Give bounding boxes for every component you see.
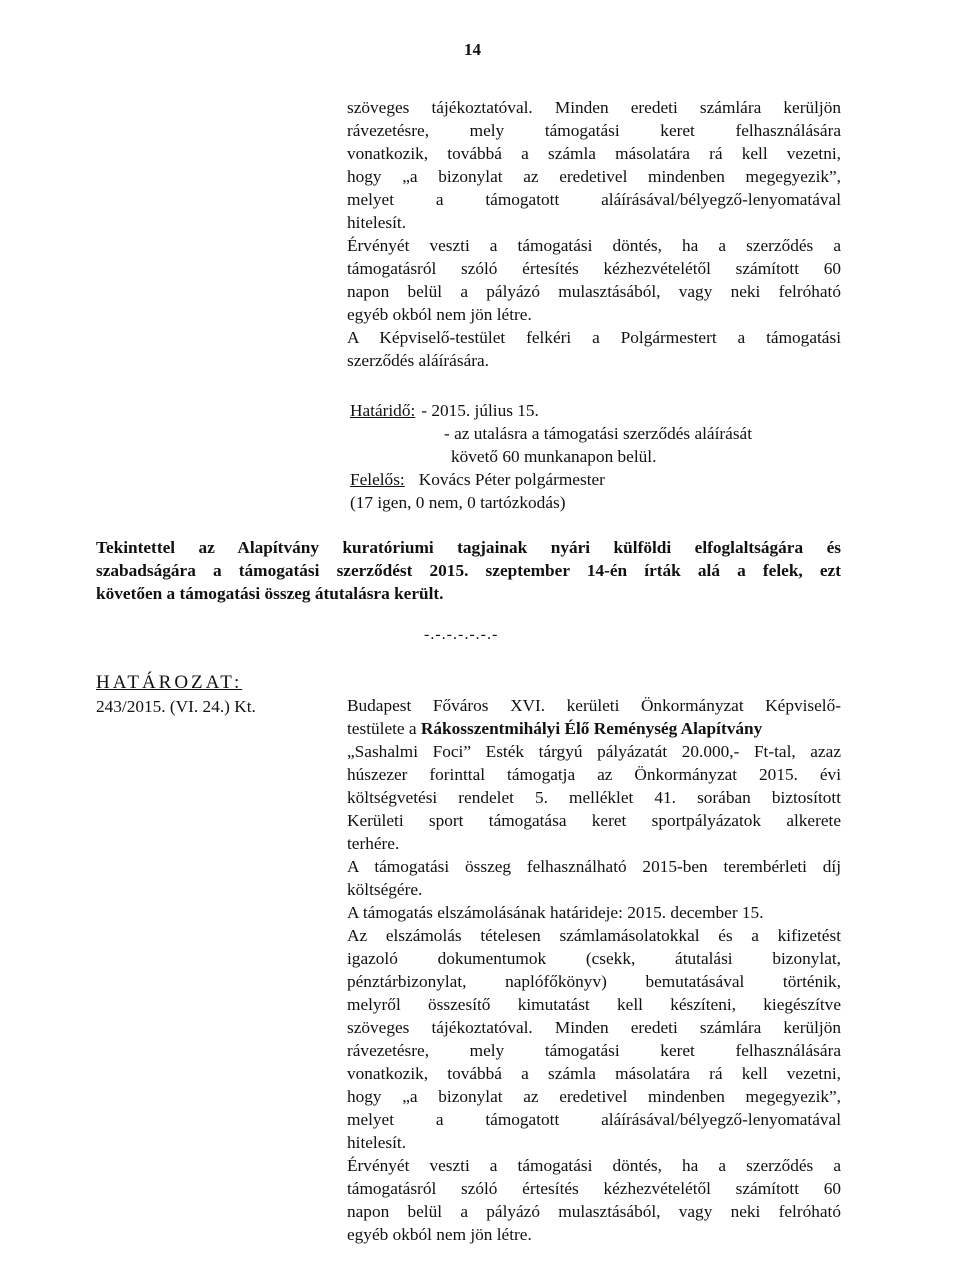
paragraph-line: melyet a támogatott aláírásával/bélyegző-lenyomatával — [347, 190, 841, 209]
paragraph-line: napon belül a pályázó mulasztásából, vagy neki felróható — [347, 282, 841, 301]
paragraph-line: hitelesít. — [347, 213, 407, 232]
paragraph-line: támogatásról szóló értesítés kézhezvételétől számított 60 — [347, 259, 841, 278]
paragraph-line: rávezetésre, mely támogatási keret felhasználására — [347, 121, 841, 140]
deadline-date: - 2015. július 15. — [421, 401, 539, 420]
paragraph-line: egyéb okból nem jön létre. — [347, 1225, 532, 1244]
paragraph-line: A Képviselő-testület felkéri a Polgármestert a támogatási — [347, 328, 841, 347]
foundation-name: Rákosszentmihályi Élő Reménység Alapítvány — [420, 719, 763, 738]
paragraph-line: hogy „a bizonylat az eredetivel mindenben megegyezik”, — [347, 1087, 841, 1106]
paragraph-line: szöveges tájékoztatóval. Minden eredeti számlára kerüljön — [347, 98, 841, 117]
paragraph-line: hitelesít. — [347, 1133, 407, 1152]
summary-paragraph — [96, 536, 841, 605]
paragraph-line: Érvényét veszti a támogatási döntés, ha a szerződés a — [347, 1156, 841, 1175]
responsible-value: Kovács Péter polgármester — [418, 470, 605, 489]
paragraph-line: szerződés aláírására. — [347, 351, 489, 370]
paragraph-line: napon belül a pályázó mulasztásából, vagy neki felróható — [347, 1202, 841, 1221]
paragraph-line: Érvényét veszti a támogatási döntés, ha a szerződés a — [347, 236, 841, 255]
top-text-block — [347, 96, 841, 372]
paragraph-line: melyet a támogatott aláírásával/bélyegző-lenyomatával — [347, 1110, 841, 1129]
paragraph-line: támogatásról szóló értesítés kézhezvételétől számított 60 — [347, 1179, 841, 1198]
paragraph-line: költségvetési rendelet 5. melléklet 41. sorában biztosított — [347, 788, 841, 807]
paragraph-line: A támogatási összeg felhasználható 2015-ben terembérleti díj — [347, 857, 841, 876]
summary-line: Tekintettel az Alapítvány kuratóriumi tagjainak nyári külföldi elfoglaltságára és — [96, 538, 841, 557]
text-span: testülete a — [347, 719, 421, 738]
deadline-block — [350, 399, 850, 514]
paragraph-line: hogy „a bizonylat az eredetivel mindenben megegyezik”, — [347, 167, 841, 186]
vote-result: (17 igen, 0 nem, 0 tartózkodás) — [350, 493, 566, 512]
page-number: 14 — [464, 40, 481, 59]
paragraph-line: pénztárbizonylat, naplófőkönyv) bemutatásával történik, — [347, 972, 841, 991]
summary-line: követően a támogatási összeg átutalásra került. — [96, 584, 444, 603]
paragraph-line: rávezetésre, mely támogatási keret felhasználására — [347, 1041, 841, 1060]
paragraph-line: vonatkozik, továbbá a számla másolatára rá kell vezetni, — [347, 144, 841, 163]
paragraph-line: vonatkozik, továbbá a számla másolatára rá kell vezetni, — [347, 1064, 841, 1083]
deadline-line: - az utalásra a támogatási szerződés aláírását — [444, 424, 753, 443]
resolution-body — [347, 694, 841, 1246]
responsible-label: Felelős: — [350, 470, 405, 489]
deadline-label: Határidő: — [350, 401, 416, 420]
paragraph-line: húszezer forinttal támogatja az Önkormányzat 2015. évi — [347, 765, 841, 784]
paragraph-line: igazoló dokumentumok (csekk, átutalási bizonylat, — [347, 949, 841, 968]
resolution-heading: HATÁROZAT: — [96, 672, 243, 693]
paragraph-line: szöveges tájékoztatóval. Minden eredeti számlára kerüljön — [347, 1018, 841, 1037]
paragraph-line: egyéb okból nem jön létre. — [347, 305, 532, 324]
paragraph-line: Kerületi sport támogatása keret sportpályázatok alkerete — [347, 811, 841, 830]
paragraph-line: melyről összesítő kimutatást kell készíteni, kiegészítve — [347, 995, 841, 1014]
paragraph-line: Az elszámolás tételesen számlamásolatokkal és a kifizetést — [347, 926, 841, 945]
deadline-line: követő 60 munkanapon belül. — [451, 447, 657, 466]
summary-line: szabadságára a támogatási szerződést 2015. szeptember 14-én írták alá a felek, ezt — [96, 561, 841, 580]
paragraph-line: A támogatás elszámolásának határideje: 2015. december 15. — [347, 903, 764, 922]
paragraph-line: költségére. — [347, 880, 423, 899]
paragraph-line: terhére. — [347, 834, 400, 853]
resolution-number: 243/2015. (VI. 24.) Kt. — [96, 697, 256, 716]
separator: -.-.-.-.-.-.- — [424, 626, 499, 643]
paragraph-line: Budapest Főváros XVI. kerületi Önkormányzat Képviselő- — [347, 696, 841, 715]
paragraph-line: „Sashalmi Foci” Esték tárgyú pályázatát 20.000,- Ft-tal, azaz — [347, 742, 841, 761]
paragraph-line — [347, 717, 841, 740]
